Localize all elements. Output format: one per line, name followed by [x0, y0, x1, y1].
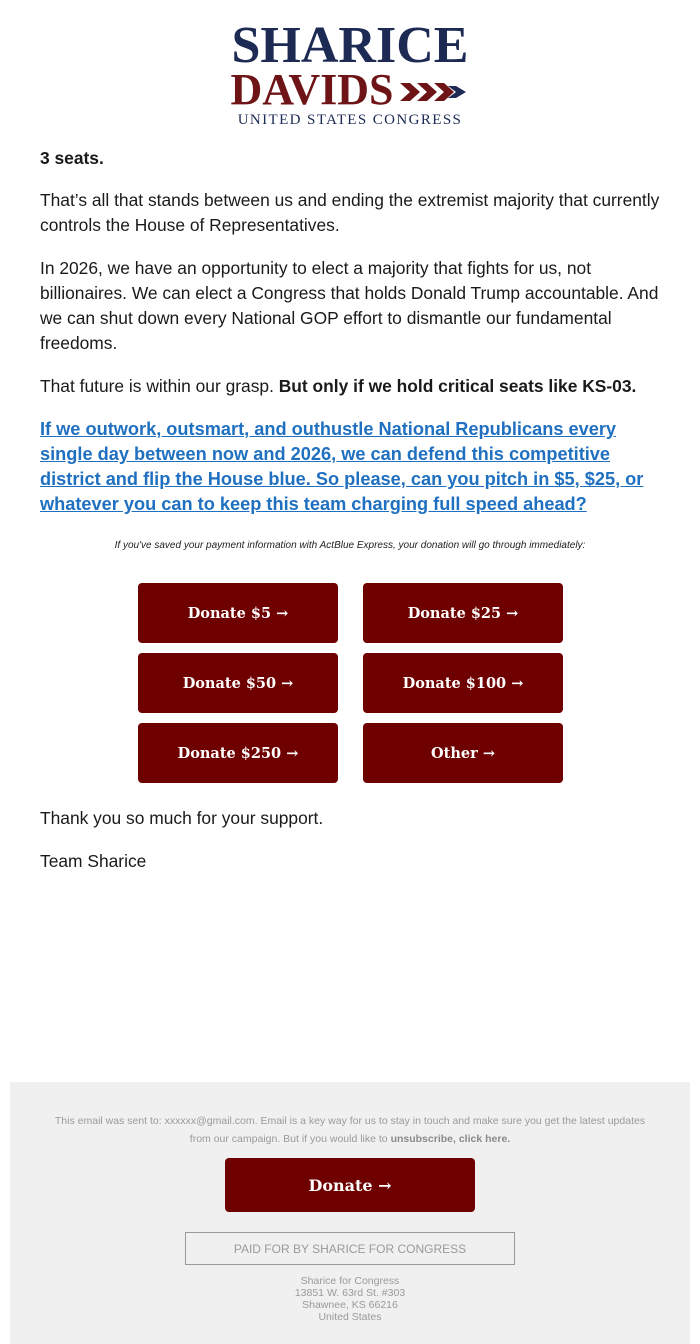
paragraph-2: In 2026, we have an opportunity to elect a majority that fights for us, not billionaires. We can elect a Congress that holds Donald Trump accountable. And we can shut down every National GOP effort to dismantle our fundamental freedoms.: [40, 258, 659, 353]
actblue-express-note: If you've saved your payment information with ActBlue Express, your donation will go through immediately:: [114, 540, 586, 551]
logo-last-name: DAVIDS: [230, 65, 394, 114]
mailing-address: [10, 1275, 690, 1323]
unsubscribe-link[interactable]: unsubscribe, click here.: [390, 1133, 511, 1145]
signature: Team Sharice: [40, 851, 147, 871]
paragraph-3-bold: But only if we hold critical seats like KS-03.: [278, 376, 637, 396]
donate-100-button[interactable]: Donate $100 →: [363, 653, 563, 713]
address-line: 13851 W. 63rd St. #303: [294, 1287, 406, 1299]
email-footer: [10, 1082, 690, 1344]
paragraph-3-text: That future is within our grasp.: [40, 376, 279, 396]
donate-50-button[interactable]: Donate $50 →: [138, 653, 338, 713]
recipient-email: xxxxxx@gmail.com: [164, 1115, 255, 1127]
chevron-arrows-icon: [400, 80, 470, 104]
logo-first-name: SHARICE: [231, 17, 469, 74]
sent-to-rest: . Email is a key way for us to stay in touch and make sure you get the latest updates from our campaign. But if you would like to: [189, 1115, 646, 1145]
cta-donate-link[interactable]: If we outwork, outsmart, and outhustle National Republicans every single day between now and 2026, we can defend this competitive district and flip the House blue. So please, can you pitch in $5, $25, or whatever you can to keep this team charging full speed ahead?: [40, 419, 644, 514]
address-line: Sharice for Congress: [300, 1275, 400, 1287]
donate-25-button[interactable]: Donate $25 →: [363, 583, 563, 643]
footer-donate-button[interactable]: Donate →: [225, 1158, 475, 1212]
paragraph-3: [40, 374, 665, 399]
thank-you-text: Thank you so much for your support.: [40, 808, 324, 828]
donate-250-button[interactable]: Donate $250 →: [138, 723, 338, 783]
donate-other-button[interactable]: Other →: [363, 723, 563, 783]
sent-to-prefix: This email was sent to:: [54, 1115, 165, 1127]
address-line: Shawnee, KS 66216: [302, 1299, 398, 1311]
logo-subtitle: UNITED STATES CONGRESS: [237, 112, 463, 128]
address-line: United States: [318, 1311, 382, 1323]
intro-heading: 3 seats.: [40, 148, 104, 168]
footer-disclaimer: [50, 1112, 650, 1148]
donate-button-grid: [138, 583, 563, 783]
paid-for-disclaimer: PAID FOR BY SHARICE FOR CONGRESS: [185, 1232, 515, 1265]
paragraph-1: That’s all that stands between us and ending the extremist majority that currently controls the House of Representatives.: [40, 190, 660, 235]
email-body: [40, 146, 665, 543]
closing-section: [40, 806, 323, 892]
donate-5-button[interactable]: Donate $5 →: [138, 583, 338, 643]
campaign-logo: [0, 17, 700, 129]
